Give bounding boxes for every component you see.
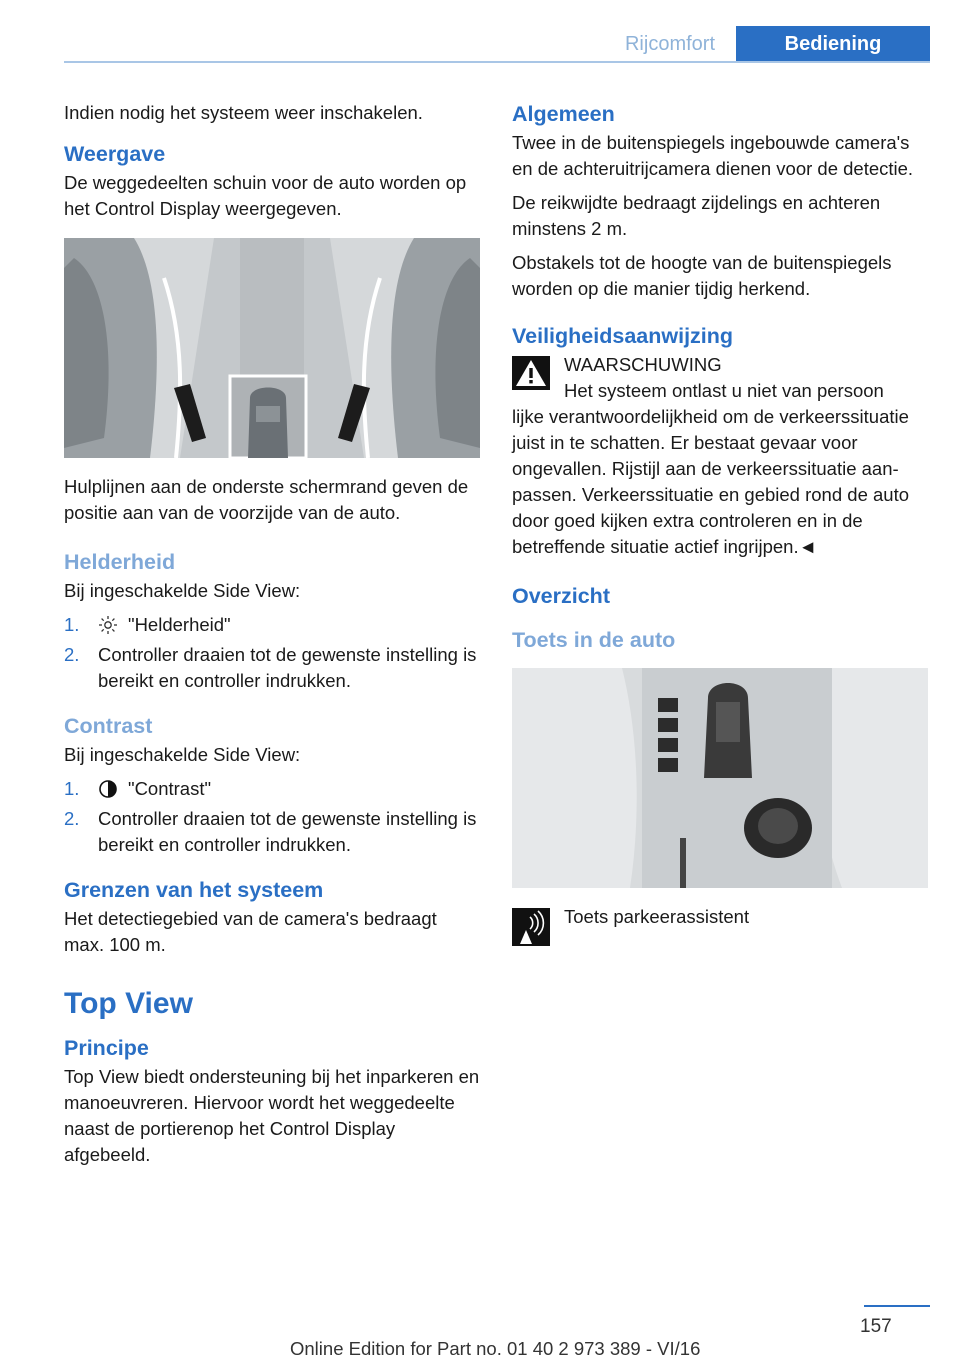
- algemeen-paragraph-1: Twee in de buitenspiegels ingebouwde camera's en de achteruitrijcamera dienen voor de detectie.: [512, 132, 914, 179]
- right-column: [512, 100, 930, 930]
- step-label: "Helderheid": [128, 614, 231, 635]
- heading-overzicht: Overzicht: [512, 584, 610, 608]
- step-text: Controller draaien tot de gewenste instelling is bereikt en controller indrukken.: [98, 644, 477, 691]
- heading-algemeen: Algemeen: [512, 102, 615, 126]
- principe-paragraph: Top View biedt ondersteuning bij het inparkeren en manoeuvreren. Hiervoor wordt het weggedeelte naast de portierenop het Control Display afgebeeld.: [64, 1066, 480, 1165]
- header-tab-bediening: Bediening: [736, 26, 930, 62]
- warning-triangle-icon: [512, 356, 550, 390]
- warning-title: WAARSCHUWING: [564, 354, 722, 375]
- step-number: 2.: [64, 644, 80, 665]
- park-assist-label: Toets parkeerassistent: [564, 906, 750, 927]
- side-view-figure: [64, 238, 480, 458]
- contrast-steps: [64, 776, 480, 858]
- heading-toets-in-de-auto: Toets in de auto: [512, 628, 676, 652]
- page-number: 157: [860, 1316, 892, 1337]
- list-item: [64, 642, 480, 694]
- left-column: [64, 100, 480, 1176]
- heading-principe: Principe: [64, 1036, 149, 1060]
- park-assist-row: [512, 904, 930, 930]
- footer-rule: [864, 1305, 930, 1307]
- list-item: [64, 612, 480, 638]
- step-number: 1.: [64, 614, 80, 635]
- helderheid-intro: Bij ingeschakelde Side View:: [64, 580, 301, 601]
- algemeen-paragraph-2: De reikwijdte bedraagt zijdelings en achteren minstens 2 m.: [512, 192, 881, 239]
- console-figure: [512, 668, 928, 888]
- heading-weergave: Weergave: [64, 142, 166, 166]
- step-number: 1.: [64, 778, 80, 799]
- side-view-illustration: [64, 238, 480, 458]
- park-assist-icon: [512, 908, 550, 946]
- list-item: [64, 776, 480, 802]
- heading-top-view: Top View: [64, 987, 193, 1020]
- heading-contrast: Contrast: [64, 714, 153, 738]
- footer-edition: Online Edition for Part no. 01 40 2 973 389 - VI/16: [290, 1338, 701, 1359]
- grenzen-paragraph: Het detectiegebied van de camera's bedraagt max. 100 m.: [64, 908, 437, 955]
- header-rule: [64, 61, 930, 63]
- list-item: [64, 806, 480, 858]
- weergave-paragraph: De weggedeelten schuin voor de auto worden op het Control Display weergegeven.: [64, 172, 467, 219]
- step-number: 2.: [64, 808, 80, 829]
- algemeen-paragraph-3: Obstakels tot de hoogte van de buitenspiegels worden op die manier tijdig herkend.: [512, 252, 892, 299]
- warning-body: lijke verantwoordelijkheid om de verkeerssituatie juist in te schatten. Er bestaat gevaar voor ongevallen. Rijstijl aan de verkeerssituatie aanpassen. Verkeerssituatie en gebied rond de auto door goed kijken extra controleren en in de betreffende situatie actief ingrijpen.◄: [512, 406, 910, 557]
- heading-grenzen: Grenzen van het systeem: [64, 878, 324, 902]
- step-text: [98, 776, 211, 802]
- warning-first-line: Het systeem ontlast u niet van persoon: [564, 380, 884, 401]
- heading-veiligheidsaanwijzing: Veiligheidsaanwijzing: [512, 324, 734, 348]
- console-illustration: [512, 668, 928, 888]
- header-tab-rijcomfort: Rijcomfort: [624, 32, 715, 55]
- warning-block: [512, 352, 930, 560]
- step-text: [98, 612, 231, 638]
- step-text: Controller draaien tot de gewenste instelling is bereikt en controller indrukken.: [98, 808, 477, 855]
- sun-icon: [98, 615, 118, 635]
- intro-paragraph: Indien nodig het systeem weer inschakelen.: [64, 102, 423, 123]
- step-label: "Contrast": [128, 778, 212, 799]
- contrast-icon: [98, 779, 118, 799]
- heading-helderheid: Helderheid: [64, 550, 176, 574]
- helderheid-steps: [64, 612, 480, 694]
- hulplijnen-paragraph: Hulplijnen aan de onderste schermrand geven de positie aan van de voorzijde van de auto.: [64, 476, 469, 523]
- contrast-intro: Bij ingeschakelde Side View:: [64, 744, 301, 765]
